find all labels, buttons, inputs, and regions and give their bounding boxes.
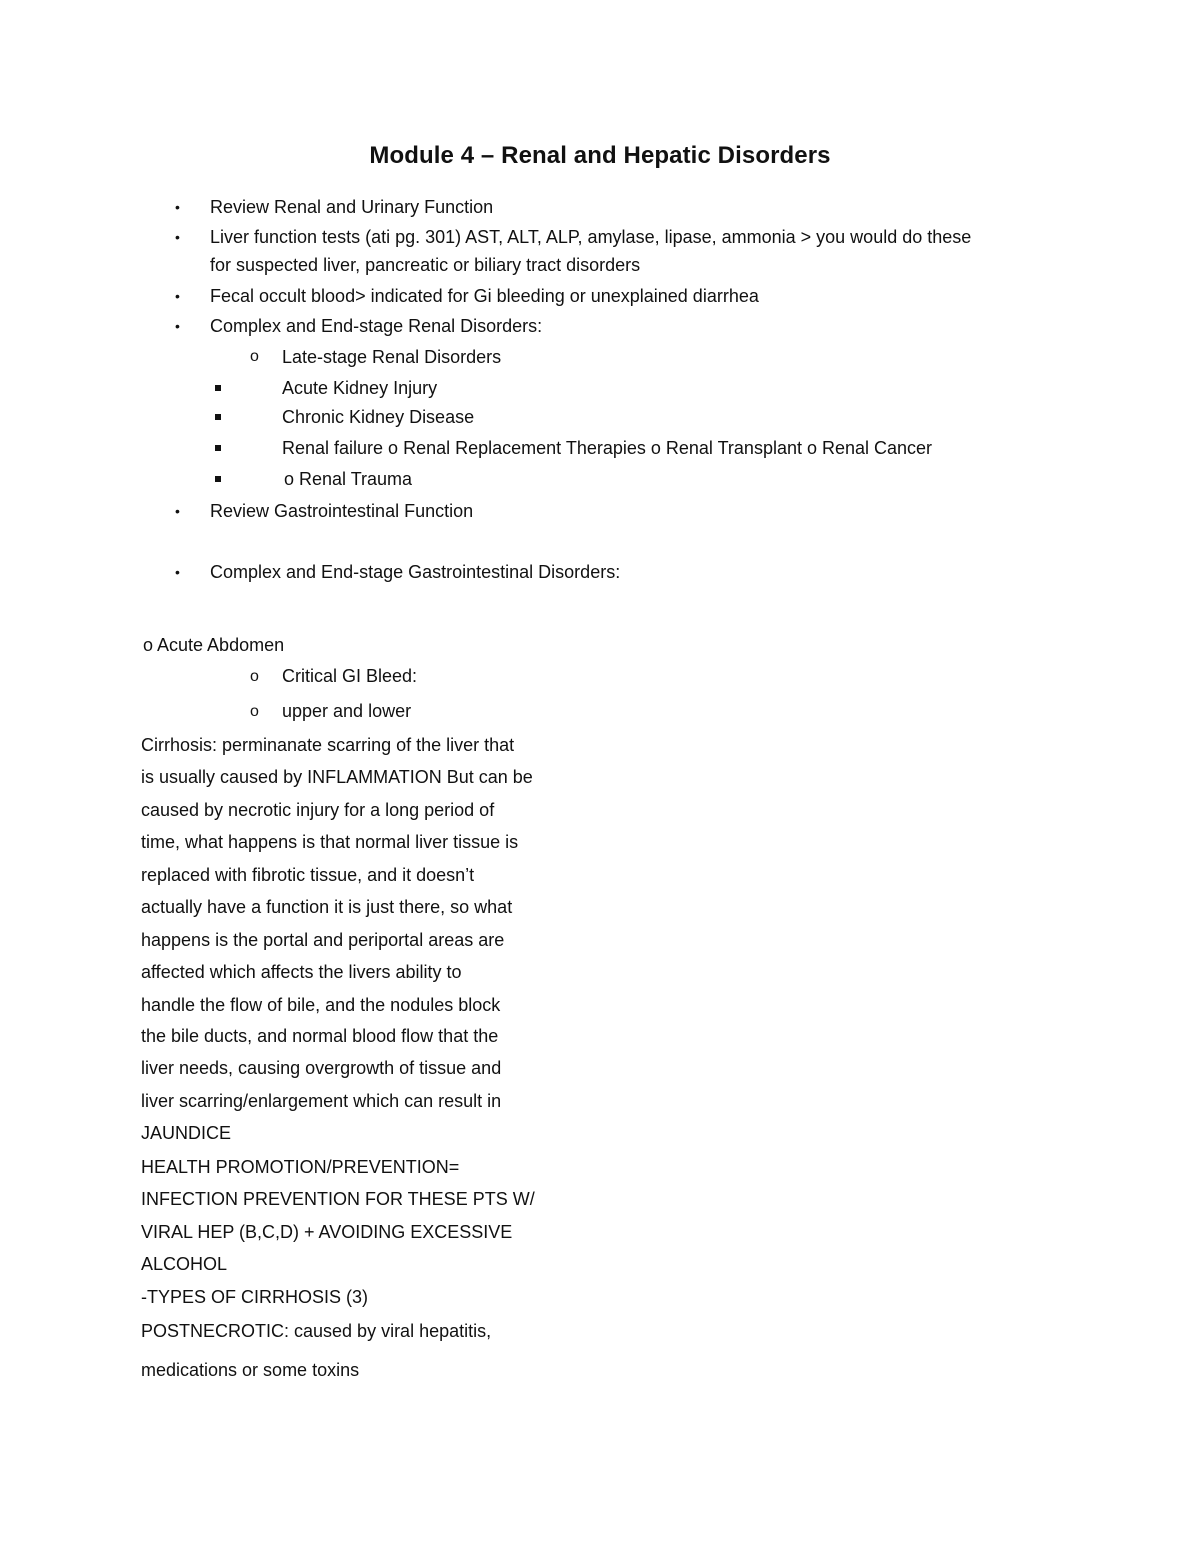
bullet-marker: • [175,229,180,245]
body-line: handle the flow of bile, and the nodules block [141,995,501,1015]
bullet-marker: • [175,199,180,215]
body-line: liver needs, causing overgrowth of tissue and [141,1058,502,1078]
sub-acute-kidney-injury: Acute Kidney Injury [282,378,438,398]
acute-abdomen-item: o Acute Abdomen [143,635,285,655]
body-line: HEALTH PROMOTION/PREVENTION= [141,1157,460,1177]
circle-marker: o [250,348,259,365]
bullet-marker: • [175,503,180,519]
body-line: liver scarring/enlargement which can result in [141,1091,502,1111]
body-line: JAUNDICE [141,1123,232,1143]
body-line: -TYPES OF CIRRHOSIS (3) [141,1287,369,1307]
body-line: medications or some toxins [141,1360,360,1380]
square-bullet-icon [215,445,221,451]
bullet-complex-gi: Complex and End-stage Gastrointestinal Disorders: [210,562,621,582]
square-bullet-icon [215,385,221,391]
sub-late-stage-renal: Late-stage Renal Disorders [282,347,502,367]
body-line: INFECTION PREVENTION FOR THESE PTS W/ [141,1189,535,1209]
square-bullet-icon [215,414,221,420]
body-line: the bile ducts, and normal blood flow that the [141,1026,499,1046]
body-line: VIRAL HEP (B,C,D) + AVOIDING EXCESSIVE [141,1222,513,1242]
body-line: actually have a function it is just there, so what [141,897,513,917]
bullet-marker: • [175,564,180,580]
body-line: Cirrhosis: perminanate scarring of the liver that [141,735,515,755]
body-line: POSTNECROTIC: caused by viral hepatitis, [141,1321,492,1341]
bullet-fecal-occult: Fecal occult blood> indicated for Gi bleeding or unexplained diarrhea [210,286,759,306]
body-line: caused by necrotic injury for a long period of [141,800,495,820]
bullet-review-gi: Review Gastrointestinal Function [210,501,474,521]
circle-marker: o [250,703,259,720]
body-line: is usually caused by INFLAMMATION But can be [141,767,533,787]
bullet-liver-tests-line1: Liver function tests (ati pg. 301) AST, ALT, ALP, amylase, lipase, ammonia > you would do these [210,227,972,247]
body-line: ALCOHOL [141,1254,228,1274]
bullet-review-renal: Review Renal and Urinary Function [210,197,494,217]
body-line: happens is the portal and periportal areas are [141,930,505,950]
square-bullet-icon [215,476,221,482]
body-line: replaced with fibrotic tissue, and it doesn’t [141,865,475,885]
critical-gi-bleed-item: Critical GI Bleed: [282,666,418,686]
upper-lower-item: upper and lower [282,701,412,721]
circle-marker: o [250,668,259,685]
document-title: Module 4 – Renal and Hepatic Disorders [369,142,831,169]
sub-chronic-kidney-disease: Chronic Kidney Disease [282,407,475,427]
bullet-liver-tests-line2: for suspected liver, pancreatic or biliary tract disorders [210,255,641,275]
sub-renal-trauma: o Renal Trauma [284,469,413,489]
bullet-marker: • [175,288,180,304]
bullet-marker: • [175,318,180,334]
body-line: time, what happens is that normal liver tissue is [141,832,519,852]
body-line: affected which affects the livers ability to [141,962,462,982]
sub-renal-failure-line: Renal failure o Renal Replacement Therapies o Renal Transplant o Renal Cancer [282,438,933,458]
bullet-complex-renal: Complex and End-stage Renal Disorders: [210,316,543,336]
